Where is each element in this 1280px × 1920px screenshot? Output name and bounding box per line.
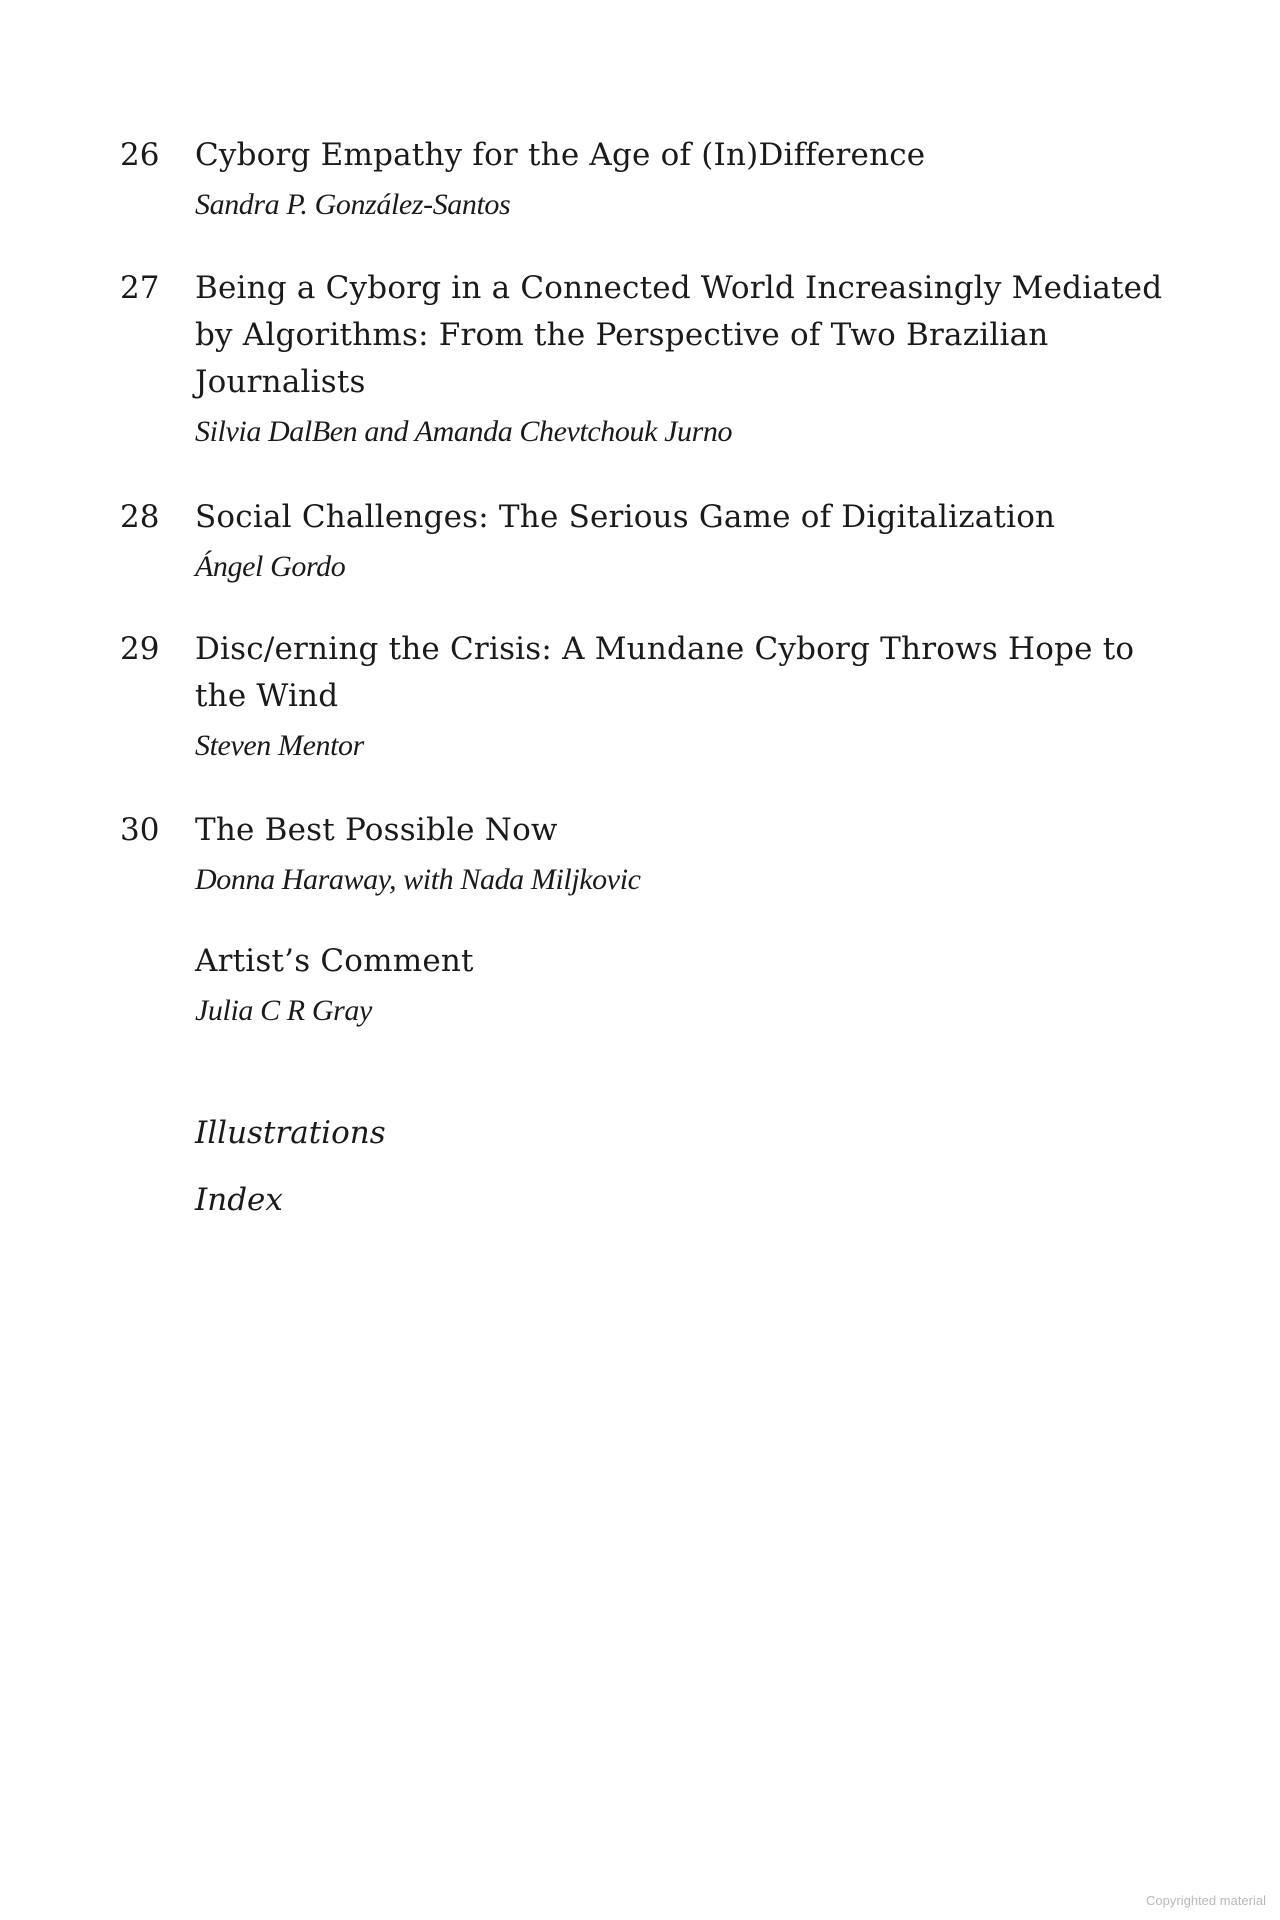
chapter-title-line: the Wind	[195, 678, 339, 714]
chapter-author: Steven Mentor	[195, 729, 364, 762]
chapter-title: Artist’s Comment	[195, 943, 474, 979]
chapter-author: Julia C R Gray	[195, 994, 372, 1027]
chapter-title: Cyborg Empathy for the Age of (In)Difference	[195, 137, 926, 173]
toc-index: Index	[195, 1182, 283, 1218]
chapter-title: Social Challenges: The Serious Game of Digitalization	[195, 499, 1056, 535]
chapter-number: 26	[120, 137, 160, 173]
chapter-author: Sandra P. González-Santos	[195, 188, 511, 221]
chapter-number: 28	[120, 499, 160, 535]
chapter-title-line: Journalists	[195, 364, 366, 400]
chapter-title-line: Disc/erning the Crisis: A Mundane Cyborg Throws Hope to	[195, 631, 1135, 667]
chapter-number: 29	[120, 631, 160, 667]
chapter-author: Ángel Gordo	[195, 550, 346, 583]
toc-illustrations: Illustrations	[195, 1115, 386, 1151]
chapter-author: Donna Haraway, with Nada Miljkovic	[195, 863, 641, 896]
chapter-title: The Best Possible Now	[195, 812, 558, 848]
chapter-author: Silvia DalBen and Amanda Chevtchouk Jurno	[195, 415, 733, 448]
chapter-number: 27	[120, 270, 160, 306]
chapter-number: 30	[120, 812, 160, 848]
chapter-title-line: Being a Cyborg in a Connected World Increasingly Mediated	[195, 270, 1163, 306]
chapter-title-line: by Algorithms: From the Perspective of Two Brazilian	[195, 317, 1049, 353]
copyright-watermark: Copyrighted material	[1146, 1893, 1266, 1908]
